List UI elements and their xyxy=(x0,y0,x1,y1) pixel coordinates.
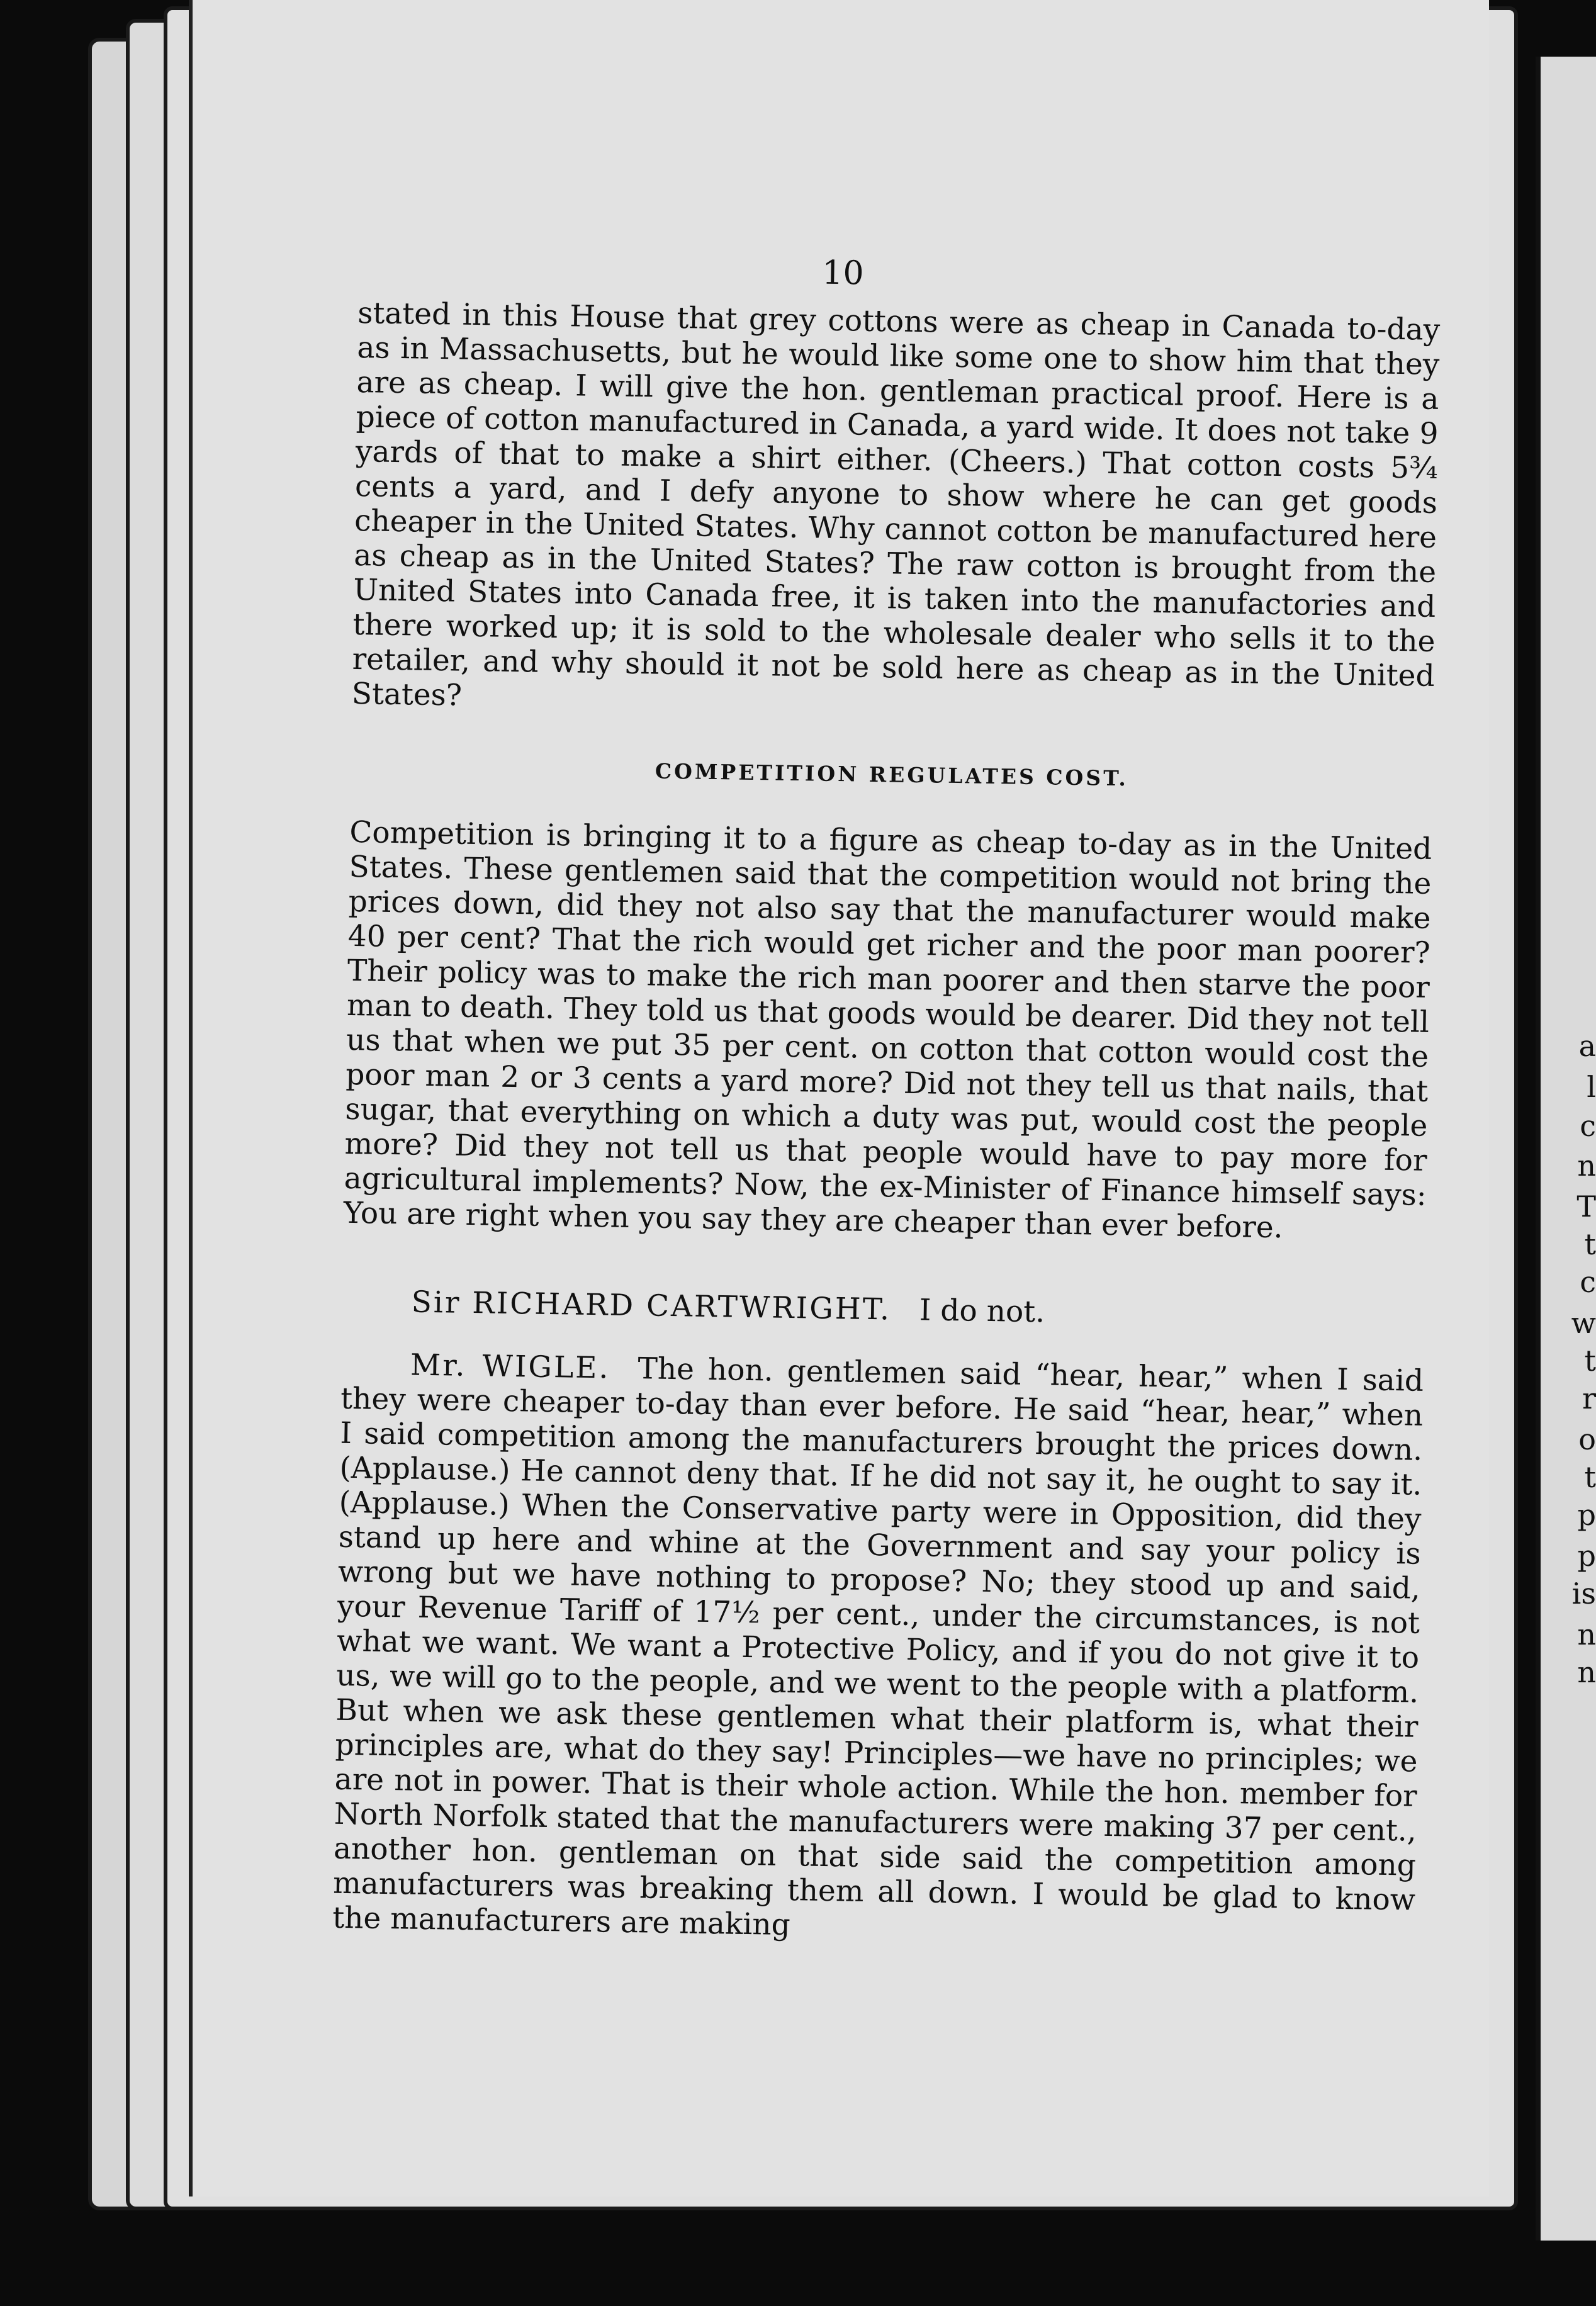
adjacent-page-fragment: l xyxy=(1587,1070,1596,1104)
speaker-name: Sir RICHARD CARTWRIGHT. xyxy=(411,1285,892,1327)
adjacent-page-fragment: p xyxy=(1577,1498,1596,1532)
adjacent-page-fragment: p xyxy=(1577,1539,1596,1573)
page-content xyxy=(332,249,1441,1952)
speech-text: The hon. gentlemen said “hear, hear,” when I said they were cheaper to-day than ever before. He said “hear, hear,” when I said competition among the manufacturers brought the prices down. (Applause.) He cannot deny that. If he did not say it, he ought to say it. (Applause.) When the Conservative party were in Opposition, did they stand up here and whine at the Government and say your policy is wrong but we have nothing to propose? No; they stood up and said, your Revenue Tariff of 17½ per cent., under the circumstances, is not what we want. We want a Protective Policy, and if you do not give it to us, we will go to the people, and we went to the people with a platform. But when we ask these gentlemen what their platform is, what their principles are, what do they say! Principles—we have no principles; we are not in power. That is their whole action. While the hon. member for North Norfolk stated that the manufacturers were making 37 per cent., another hon. gentleman on that side said the competition among manufacturers was breaking them all down. I would be glad to know the manufacturers are making xyxy=(332,1351,1424,1943)
adjacent-page-fragment: c xyxy=(1580,1265,1596,1299)
adjacent-page-fragment: w xyxy=(1571,1306,1596,1340)
adjacent-page-fragment: o xyxy=(1578,1422,1596,1456)
adjacent-page-fragment: T xyxy=(1576,1190,1596,1223)
paragraph-continued: stated in this House that grey cottons were as cheap in Canada to-day as in Massachusetts, but he would like some one to show him that they are as cheap. I will give the hon. gentleman practical proof. Here is a piece of cotton manufactured in Canada, a yard wide. It does not take 9 yards of that to make a shirt either. (Cheers.) That cotton costs 5¾ cents a yard, and I defy anyone to show where he can get goods cheaper in the United States. Why cannot cotton be manufactured here as cheap as in the United States? The raw cotton is brought from the United States into Canada free, it is taken into the manufactories and there worked up; it is sold to the wholesale dealer who sells it to the retailer, and why should it not be sold here as cheap as in the United States? xyxy=(351,295,1441,713)
interjection-text: I do not. xyxy=(919,1293,1045,1330)
adjacent-page-fragment: t xyxy=(1584,1344,1596,1378)
adjacent-page-fragment: n xyxy=(1577,1617,1596,1651)
adjacent-page-fragment: t xyxy=(1584,1227,1596,1261)
adjacent-page-fragment: c xyxy=(1580,1109,1596,1143)
section-heading: COMPETITION REGULATES COST. xyxy=(655,758,1129,791)
paragraph-competition: Competition is bringing it to a figure as cheap to-day as in the United States. These gentlemen said that the competition would not bring the prices down, did they not also say that the manufacturer would make 40 per cent? That the rich would get richer and the poor man poorer? Their policy was to make the rich man poorer and then starve the poor man to death. They told us that goods would be dearer. Did they not tell us that when we put 35 per cent. on cotton that cotton would cost the poor man 2 or 3 cents a yard more? Did not they tell us that nails, that sugar, that everything on which a duty was put, would cost the people more? Did they not tell us that people would have to pay more for agricultural implements? Now, the ex-Minister of Finance himself says: You are right when you say they are cheaper than ever before. xyxy=(343,814,1432,1246)
adjacent-page-fragment: n xyxy=(1577,1655,1596,1689)
adjacent-page-fragment: t xyxy=(1584,1460,1596,1494)
interjection xyxy=(411,1285,1425,1336)
adjacent-page-fragment: n xyxy=(1577,1149,1596,1183)
adjacent-page-fragment: a xyxy=(1578,1029,1596,1063)
adjacent-page-fragment: is xyxy=(1571,1577,1596,1611)
speaker-name: Mr. WIGLE. xyxy=(410,1347,610,1386)
page-number: 10 xyxy=(821,254,865,293)
adjacent-page-edge xyxy=(1536,57,1596,2241)
paragraph-wigle xyxy=(332,1347,1424,1952)
adjacent-page-fragment: r xyxy=(1582,1381,1596,1415)
